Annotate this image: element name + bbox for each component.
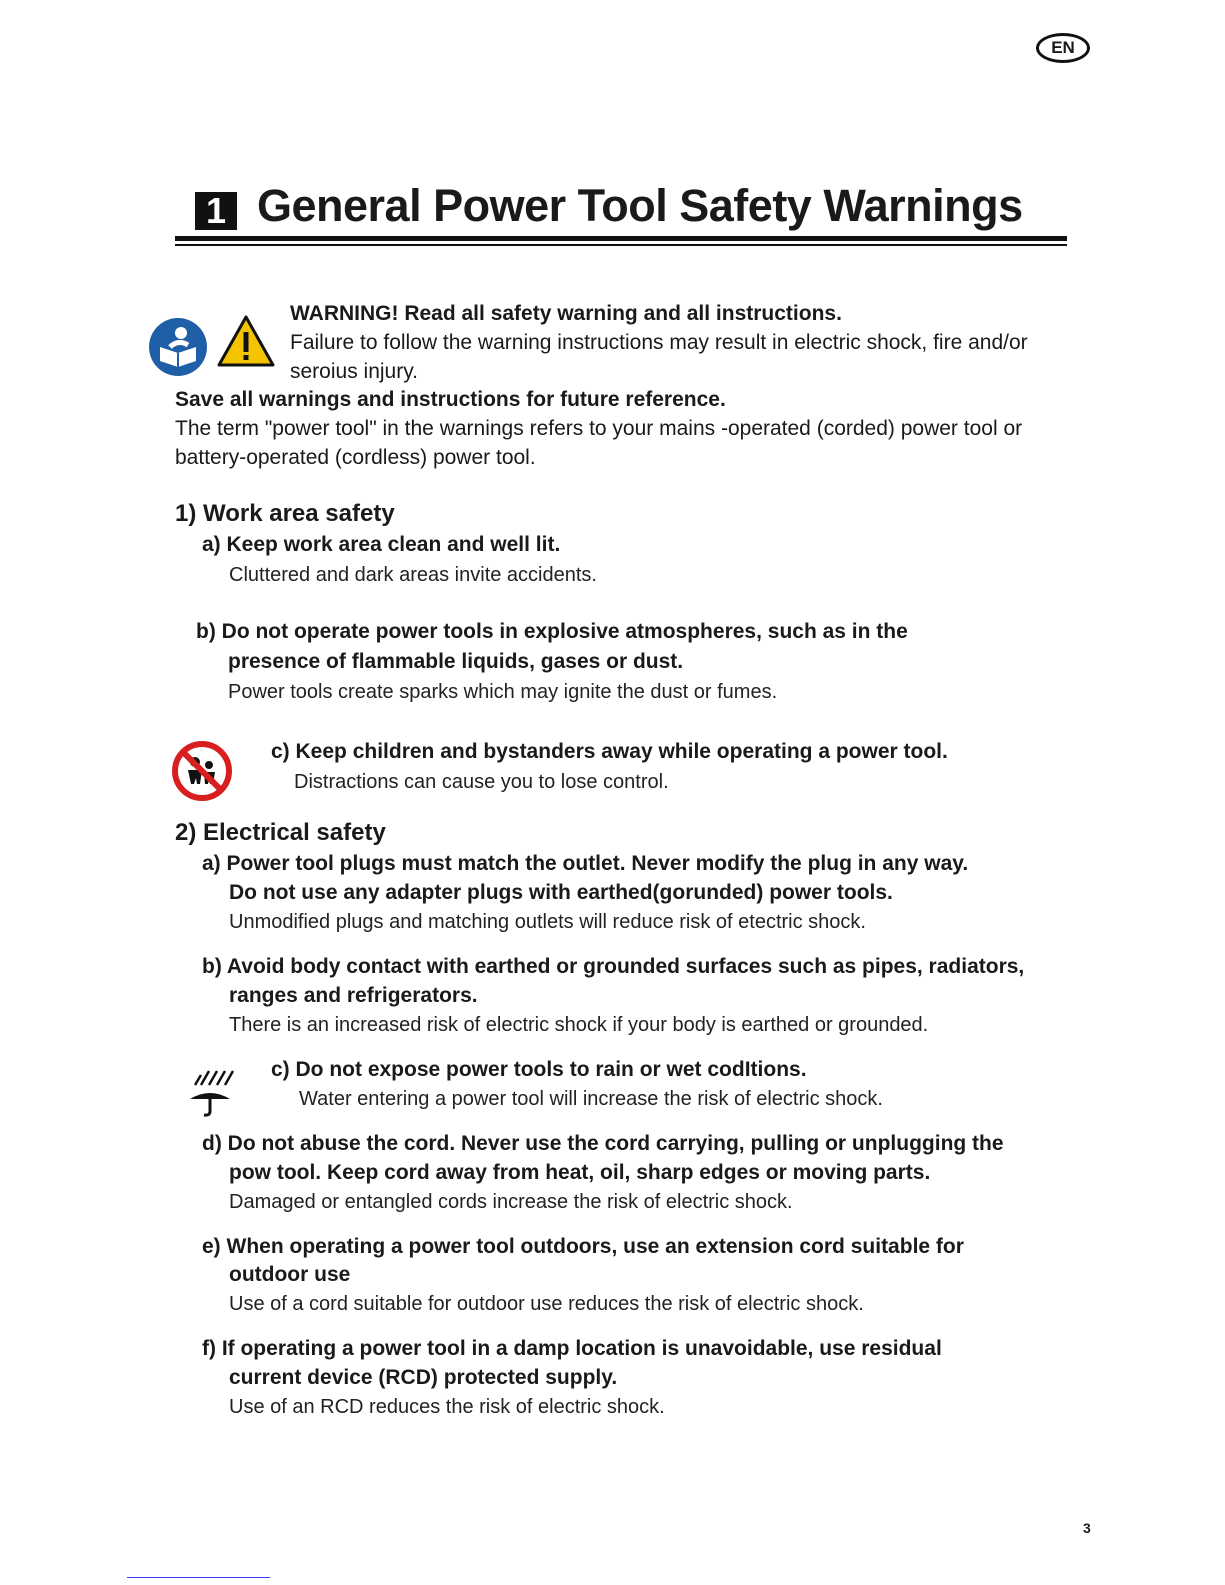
warning-text-line1: Failure to follow the warning instructions may result in electric shock, fire and/or (290, 331, 1028, 354)
title-rule-thick (175, 236, 1067, 241)
s2e-title-line1: e) When operating a power tool outdoors, use an extension cord suitable for (202, 1235, 964, 1258)
s2f-title-line2: current device (RCD) protected supply. (229, 1366, 618, 1389)
s1b-title-line1: b) Do not operate power tools in explosive atmospheres, such as in the (196, 620, 908, 643)
warning-triangle-icon (216, 314, 276, 368)
s2a-title-line2: Do not use any adapter plugs with earthed(gorunded) power tools. (229, 881, 893, 904)
s2c-title: c) Do not expose power tools to rain or wet codItions. (271, 1058, 807, 1081)
section1-heading: 1) Work area safety (175, 500, 395, 527)
s2e-note: Use of a cord suitable for outdoor use reduces the risk of electric shock. (229, 1293, 864, 1315)
page-number: 3 (1083, 1520, 1091, 1536)
s2d-title-line1: d) Do not abuse the cord. Never use the cord carrying, pulling or unplugging the (202, 1132, 1004, 1155)
s1c-note: Distractions can cause you to lose control. (294, 771, 669, 793)
s2a-title-line1: a) Power tool plugs must match the outlet. Never modify the plug in any way. (202, 852, 969, 875)
rain-umbrella-icon (187, 1061, 243, 1117)
s2b-title-line1: b) Avoid body contact with earthed or grounded surfaces such as pipes, radiators, (202, 955, 1025, 978)
term-definition-line2: battery-operated (cordless) power tool. (175, 446, 536, 469)
s2b-note: There is an increased risk of electric shock if your body is earthed or grounded. (229, 1014, 929, 1036)
s1b-note: Power tools create sparks which may ignite the dust or fumes. (228, 681, 778, 703)
s1c-title: c) Keep children and bystanders away while operating a power tool. (271, 740, 948, 763)
s2f-note: Use of an RCD reduces the risk of electric shock. (229, 1396, 665, 1418)
s2d-title-line2: pow tool. Keep cord away from heat, oil, sharp edges or moving parts. (229, 1161, 931, 1184)
section2-heading: 2) Electrical safety (175, 819, 386, 846)
page-title: General Power Tool Safety Warnings (257, 180, 1023, 231)
title-rule-thin (175, 244, 1067, 246)
s1a-title: a) Keep work area clean and well lit. (202, 533, 561, 556)
footer-link-underline (127, 1577, 270, 1578)
term-definition-line1: The term "power tool" in the warnings refers to your mains -operated (corded) power tool or (175, 417, 1023, 440)
s2d-note: Damaged or entangled cords increase the risk of electric shock. (229, 1191, 793, 1213)
s2b-title-line2: ranges and refrigerators. (229, 984, 478, 1007)
s2e-title-line2: outdoor use (229, 1263, 351, 1286)
s2f-title-line1: f) If operating a power tool in a damp location is unavoidable, use residual (202, 1337, 942, 1360)
language-badge: EN (1036, 33, 1090, 63)
s1a-note: Cluttered and dark areas invite accidents. (229, 564, 597, 586)
save-instructions: Save all warnings and instructions for future reference. (175, 388, 726, 411)
s1b-title-line2: presence of flammable liquids, gases or dust. (228, 650, 684, 673)
read-manual-icon (148, 317, 208, 377)
warning-text-line2: seroius injury. (290, 360, 418, 383)
section-number-box: 1 (195, 192, 237, 230)
s2c-note: Water entering a power tool will increase the risk of electric shock. (299, 1088, 883, 1110)
s2a-note: Unmodified plugs and matching outlets will reduce risk of etectric shock. (229, 911, 866, 933)
warning-heading: WARNING! Read all safety warning and all instructions. (290, 302, 842, 325)
no-children-icon (171, 740, 233, 802)
